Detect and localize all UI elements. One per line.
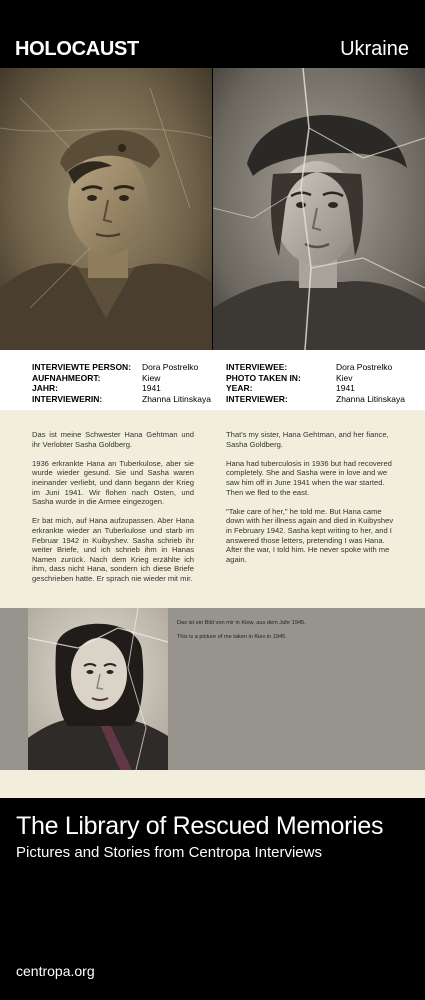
photo-band <box>0 608 425 770</box>
metadata-value: Dora Postrelko <box>142 362 199 372</box>
story-section <box>0 410 425 608</box>
metadata-value: 1941 <box>336 383 355 393</box>
metadata-value: Kiew <box>142 372 161 383</box>
portrait-sasha-goldberg <box>0 68 212 350</box>
metadata-row <box>32 383 211 394</box>
story-paragraph: Er bat mich, auf Hana aufzupassen. Aber Hana erkrankte wieder an Tuberkulose und starb im Februar 1942 in Kuibyshev. Sasha schrieb ihr weiter Briefe, und ich schrieb ihm in Hanas Namen zurück. Nach dem Krieg erzählte ich ihm, dass nicht Hana, sondern ich diese Briefe geschrieben hatte. Er sprach nie wieder mit mir. <box>32 516 194 583</box>
story-paragraph: That's my sister, Hana Gehtman, and her fiance, Sasha Goldberg. <box>226 430 389 449</box>
divider-strip <box>0 770 425 798</box>
metadata-row <box>32 373 211 384</box>
photo-caption-german: Das ist ein Bild von mir in Kiew, aus dem Jahr 1945. <box>177 620 306 626</box>
metadata-value: Dora Postrelko <box>336 362 393 372</box>
metadata-english <box>226 362 405 404</box>
library-title: The Library of Rescued Memories <box>16 812 384 840</box>
metadata-label: YEAR: <box>226 383 253 393</box>
region-label: Ukraine <box>340 38 409 60</box>
metadata-label: JAHR: <box>32 383 58 393</box>
metadata-label: AUFNAHMEORT: <box>32 372 101 383</box>
metadata-row <box>226 394 405 405</box>
story-paragraph: "Take care of her," he told me. But Hana came down with her illness again and died in Kuibyshev in February 1942. Sasha kept writing to her, and I answered those letters, pretending I was Hana. After the war, I told him. He never spoke with me again. <box>226 506 394 564</box>
website-link[interactable]: centropa.org <box>16 963 95 979</box>
category-title: HOLOCAUST <box>15 38 139 60</box>
metadata-label: INTERVIEWEE: <box>226 362 288 372</box>
story-paragraph: 1936 erkrankte Hana an Tuberkulose, aber sie wurde wieder gesund. Sie und Sasha waren ineinander verliebt, und dann begann der Krieg im Juni 1941. Wir flohen nach Osten, und Sasha wurde in die Armee eingezogen. <box>32 458 194 507</box>
metadata-value: 1941 <box>142 383 161 393</box>
portrait-dora-postrelko <box>28 608 168 770</box>
story-german <box>32 430 194 593</box>
story-paragraph: Hana had tuberculosis in 1936 but had recovered completely. She and Sasha were in love and we saw him off in June 1941 when the war started. Then we fled to the east. <box>226 458 392 497</box>
metadata-value: Kiev <box>336 372 353 383</box>
metadata-row <box>32 394 211 405</box>
metadata-label: INTERVIEWERIN: <box>32 393 103 404</box>
metadata-label: PHOTO TAKEN IN: <box>226 372 301 383</box>
header-bar <box>0 0 425 68</box>
portrait-hana-gehtman <box>213 68 425 350</box>
metadata-value: Zhanna Litinskaya <box>142 393 211 404</box>
footer <box>0 798 425 1000</box>
metadata-row <box>32 362 211 373</box>
library-subtitle: Pictures and Stories from Centropa Interviews <box>16 844 322 861</box>
metadata-german <box>32 362 211 404</box>
story-english <box>226 430 396 574</box>
story-paragraph: Das ist meine Schwester Hana Gehtman und ihr Verlobter Sasha Goldberg. <box>32 430 194 449</box>
metadata-label: INTERVIEWER: <box>226 393 288 404</box>
metadata-label: INTERVIEWTE PERSON: <box>32 362 132 372</box>
photo-caption-english: This is a picture of me taken in Kiev in 1945. <box>177 634 287 640</box>
metadata-row <box>226 383 405 394</box>
metadata-row <box>226 362 405 373</box>
metadata-row <box>226 373 405 384</box>
metadata-value: Zhanna Litinskaya <box>336 393 405 404</box>
interview-metadata <box>0 350 425 410</box>
